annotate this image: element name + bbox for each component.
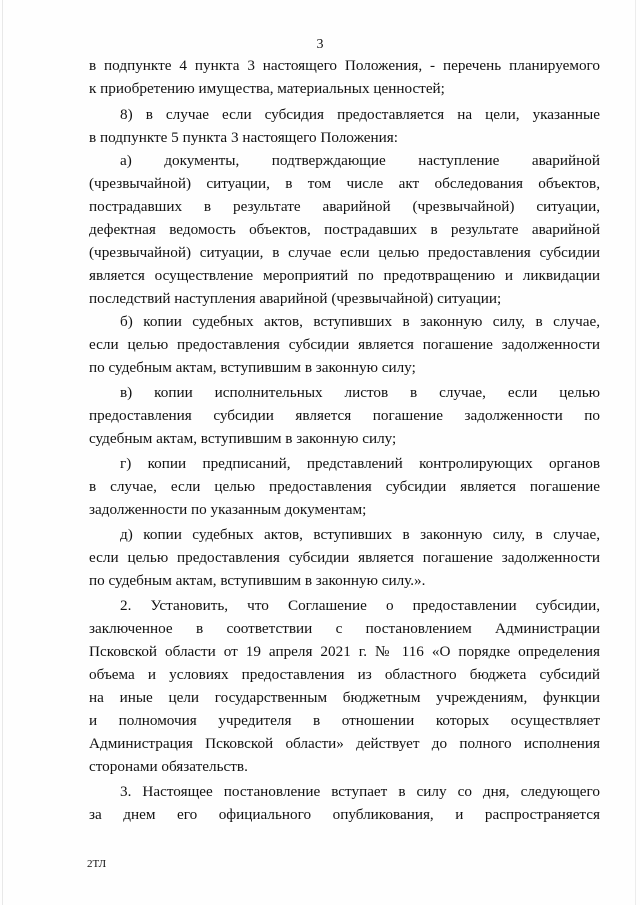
- text-line: если целью предоставления субсидии является погашение задолженности: [89, 549, 600, 566]
- text-line: в подпункте 4 пункта 3 настоящего Положения, - перечень планируемого: [89, 57, 600, 74]
- text-line: д) копии судебных актов, вступивших в законную силу, в случае,: [120, 526, 600, 543]
- text-line: за днем его официального опубликования, и распространяется: [89, 806, 600, 823]
- text-line: в случае, если целью предоставления субсидии является погашение: [89, 478, 600, 495]
- text-line: предоставления субсидии является погашение задолженности по: [89, 407, 600, 424]
- text-line: задолженности по указанным документам;: [89, 501, 367, 518]
- text-line: если целью предоставления субсидии является погашение задолженности: [89, 336, 600, 353]
- scan-edge-right: [635, 0, 636, 905]
- text-line: 8) в случае если субсидия предоставляется на цели, указанные: [120, 106, 600, 123]
- text-line: по судебным актам, вступившим в законную силу;: [89, 359, 416, 376]
- text-line: судебным актам, вступившим в законную силу;: [89, 430, 397, 447]
- text-line: (чрезвычайной) ситуации, в том числе акт обследования объектов,: [89, 175, 600, 192]
- text-line: б) копии судебных актов, вступивших в законную силу, в случае,: [120, 313, 600, 330]
- page-number: 3: [316, 37, 324, 52]
- text-line: к приобретению имущества, материальных ценностей;: [89, 80, 445, 97]
- text-line: заключенное в соответствии с постановлением Администрации: [89, 620, 600, 637]
- text-line: на иные цели государственным бюджетным учреждениям, функции: [89, 689, 600, 706]
- text-line: сторонами обязательств.: [89, 758, 248, 775]
- text-line: и полномочия учредителя в отношении которых осуществляет: [89, 712, 600, 729]
- text-line: 2. Установить, что Соглашение о предоставлении субсидии,: [120, 597, 600, 614]
- text-line: дефектная ведомость объектов, пострадавших в результате аварийной: [89, 221, 600, 238]
- text-line: объема и условиях предоставления из областного бюджета субсидий: [89, 666, 600, 683]
- text-line: Псковской области от 19 апреля 2021 г. № 116 «О порядке определения: [89, 643, 600, 660]
- scan-edge-left: [2, 0, 3, 905]
- text-line: Администрация Псковской области» действует до полного исполнения: [89, 735, 600, 752]
- text-line: 3. Настоящее постановление вступает в силу со дня, следующего: [120, 783, 600, 800]
- text-line: последствий наступления аварийной (чрезвычайной) ситуации;: [89, 290, 502, 307]
- text-line: в подпункте 5 пункта 3 настоящего Положения:: [89, 129, 399, 146]
- text-line: по судебным актам, вступившим в законную силу.».: [89, 572, 426, 589]
- text-line: (чрезвычайной) ситуации, в случае если целью предоставления субсидии: [89, 244, 600, 261]
- text-line: в) копии исполнительных листов в случае, если целью: [120, 384, 600, 401]
- text-line: является осуществление мероприятий по предотвращению и ликвидации: [89, 267, 600, 284]
- text-line: пострадавших в результате аварийной (чрезвычайной) ситуации,: [89, 198, 600, 215]
- text-line: г) копии предписаний, представлений контролирующих органов: [120, 455, 600, 472]
- text-line: а) документы, подтверждающие наступление аварийной: [120, 152, 600, 169]
- footer-code: 2ТЛ: [87, 858, 107, 870]
